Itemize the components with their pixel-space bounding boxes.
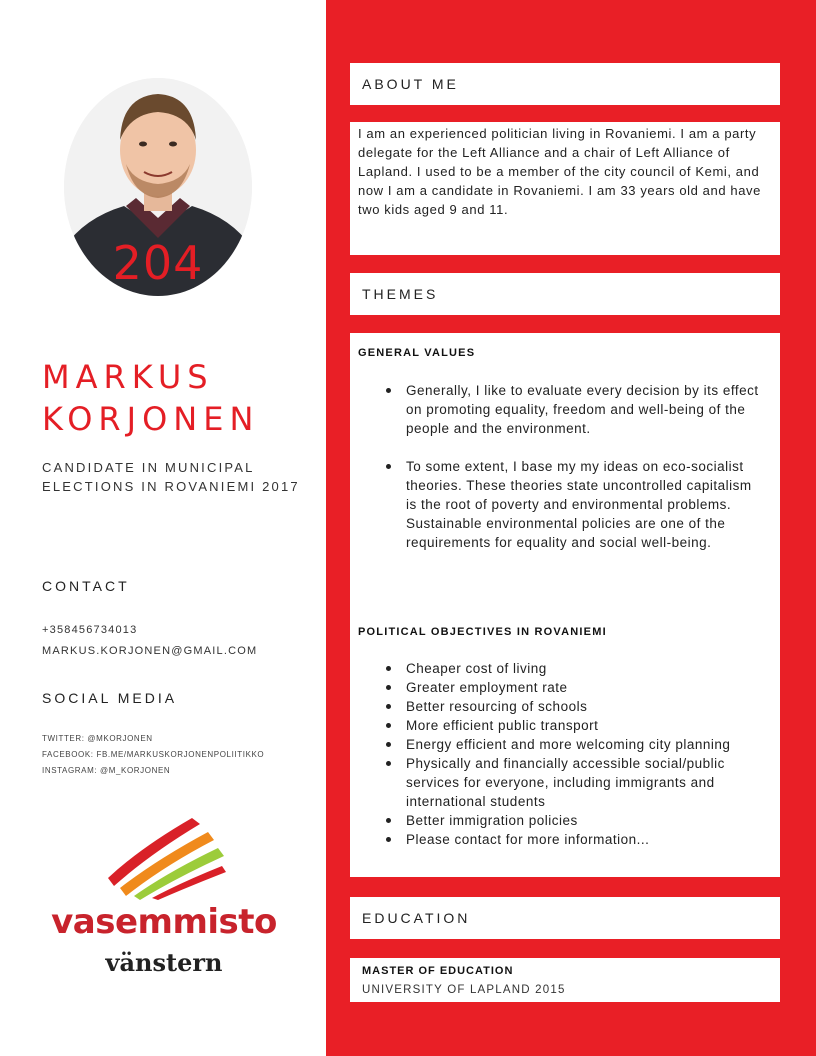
about-text: I am an experienced politician living in Rovaniemi. I am a party delegate for the Left Alliance and a chair of Left Alliance of Lapland. I used to be a member of the city council of Kemi, and now I am a candidate in Rovaniemi. I am 33 years old and have two kids aged 9 and 11.: [358, 126, 761, 217]
candidate-name: [42, 356, 312, 440]
general-values-list: [380, 381, 762, 552]
list-item: Physically and financially accessible social/public services for everyone, including immigrants and international students: [380, 754, 762, 811]
phone-number[interactable]: +358456734013: [42, 624, 138, 636]
list-item: Cheaper cost of living: [380, 659, 762, 678]
party-logo-brushstrokes: [100, 808, 230, 900]
social-media-heading: SOCIAL MEDIA: [42, 690, 178, 706]
list-item: Better resourcing of schools: [380, 697, 762, 716]
name-first: MARKUS: [42, 358, 214, 396]
name-last: KORJONEN: [42, 400, 260, 438]
list-item: To some extent, I base my my ideas on eco-socialist theories. These theories state uncontrolled capitalism is the root of poverty and environmental problems. Sustainable environmental policies are one of the requirements for equality and social well-being.: [380, 457, 762, 552]
candidate-number: 204: [112, 236, 204, 290]
themes-heading-bar: [350, 273, 780, 315]
party-logo-subtitle: vänstern: [105, 948, 223, 977]
facebook-link[interactable]: FACEBOOK: FB.ME/MARKUSKORJONENPOLIITIKKO: [42, 750, 265, 759]
about-heading-bar: [350, 63, 780, 105]
list-item: Better immigration policies: [380, 811, 762, 830]
themes-heading: THEMES: [362, 286, 439, 302]
about-heading: ABOUT ME: [362, 76, 459, 92]
objectives-list: [380, 659, 762, 849]
education-heading-bar: [350, 897, 780, 939]
list-item: Please contact for more information...: [380, 830, 762, 849]
education-heading: EDUCATION: [362, 910, 471, 926]
list-item: More efficient public transport: [380, 716, 762, 735]
list-item: Greater employment rate: [380, 678, 762, 697]
list-item: Generally, I like to evaluate every decision by its effect on promoting equality, freedom and well-being of the people and the environment.: [380, 381, 762, 438]
contact-heading: CONTACT: [42, 578, 130, 594]
political-objectives-heading: POLITICAL OBJECTIVES IN ROVANIEMI: [358, 626, 607, 638]
education-university: UNIVERSITY OF LAPLAND 2015: [362, 984, 566, 996]
education-degree: MASTER OF EDUCATION: [362, 965, 514, 977]
email-address[interactable]: MARKUS.KORJONEN@GMAIL.COM: [42, 645, 258, 657]
candidate-subtitle: CANDIDATE IN MUNICIPAL ELECTIONS IN ROVANIEMI 2017: [42, 460, 300, 494]
party-logo-wordmark: vasemmisto: [51, 902, 277, 942]
list-item: Energy efficient and more welcoming city planning: [380, 735, 762, 754]
instagram-handle[interactable]: INSTAGRAM: @M_KORJONEN: [42, 766, 171, 775]
twitter-handle[interactable]: TWITTER: @MKORJONEN: [42, 734, 153, 743]
general-values-heading: GENERAL VALUES: [358, 347, 476, 359]
